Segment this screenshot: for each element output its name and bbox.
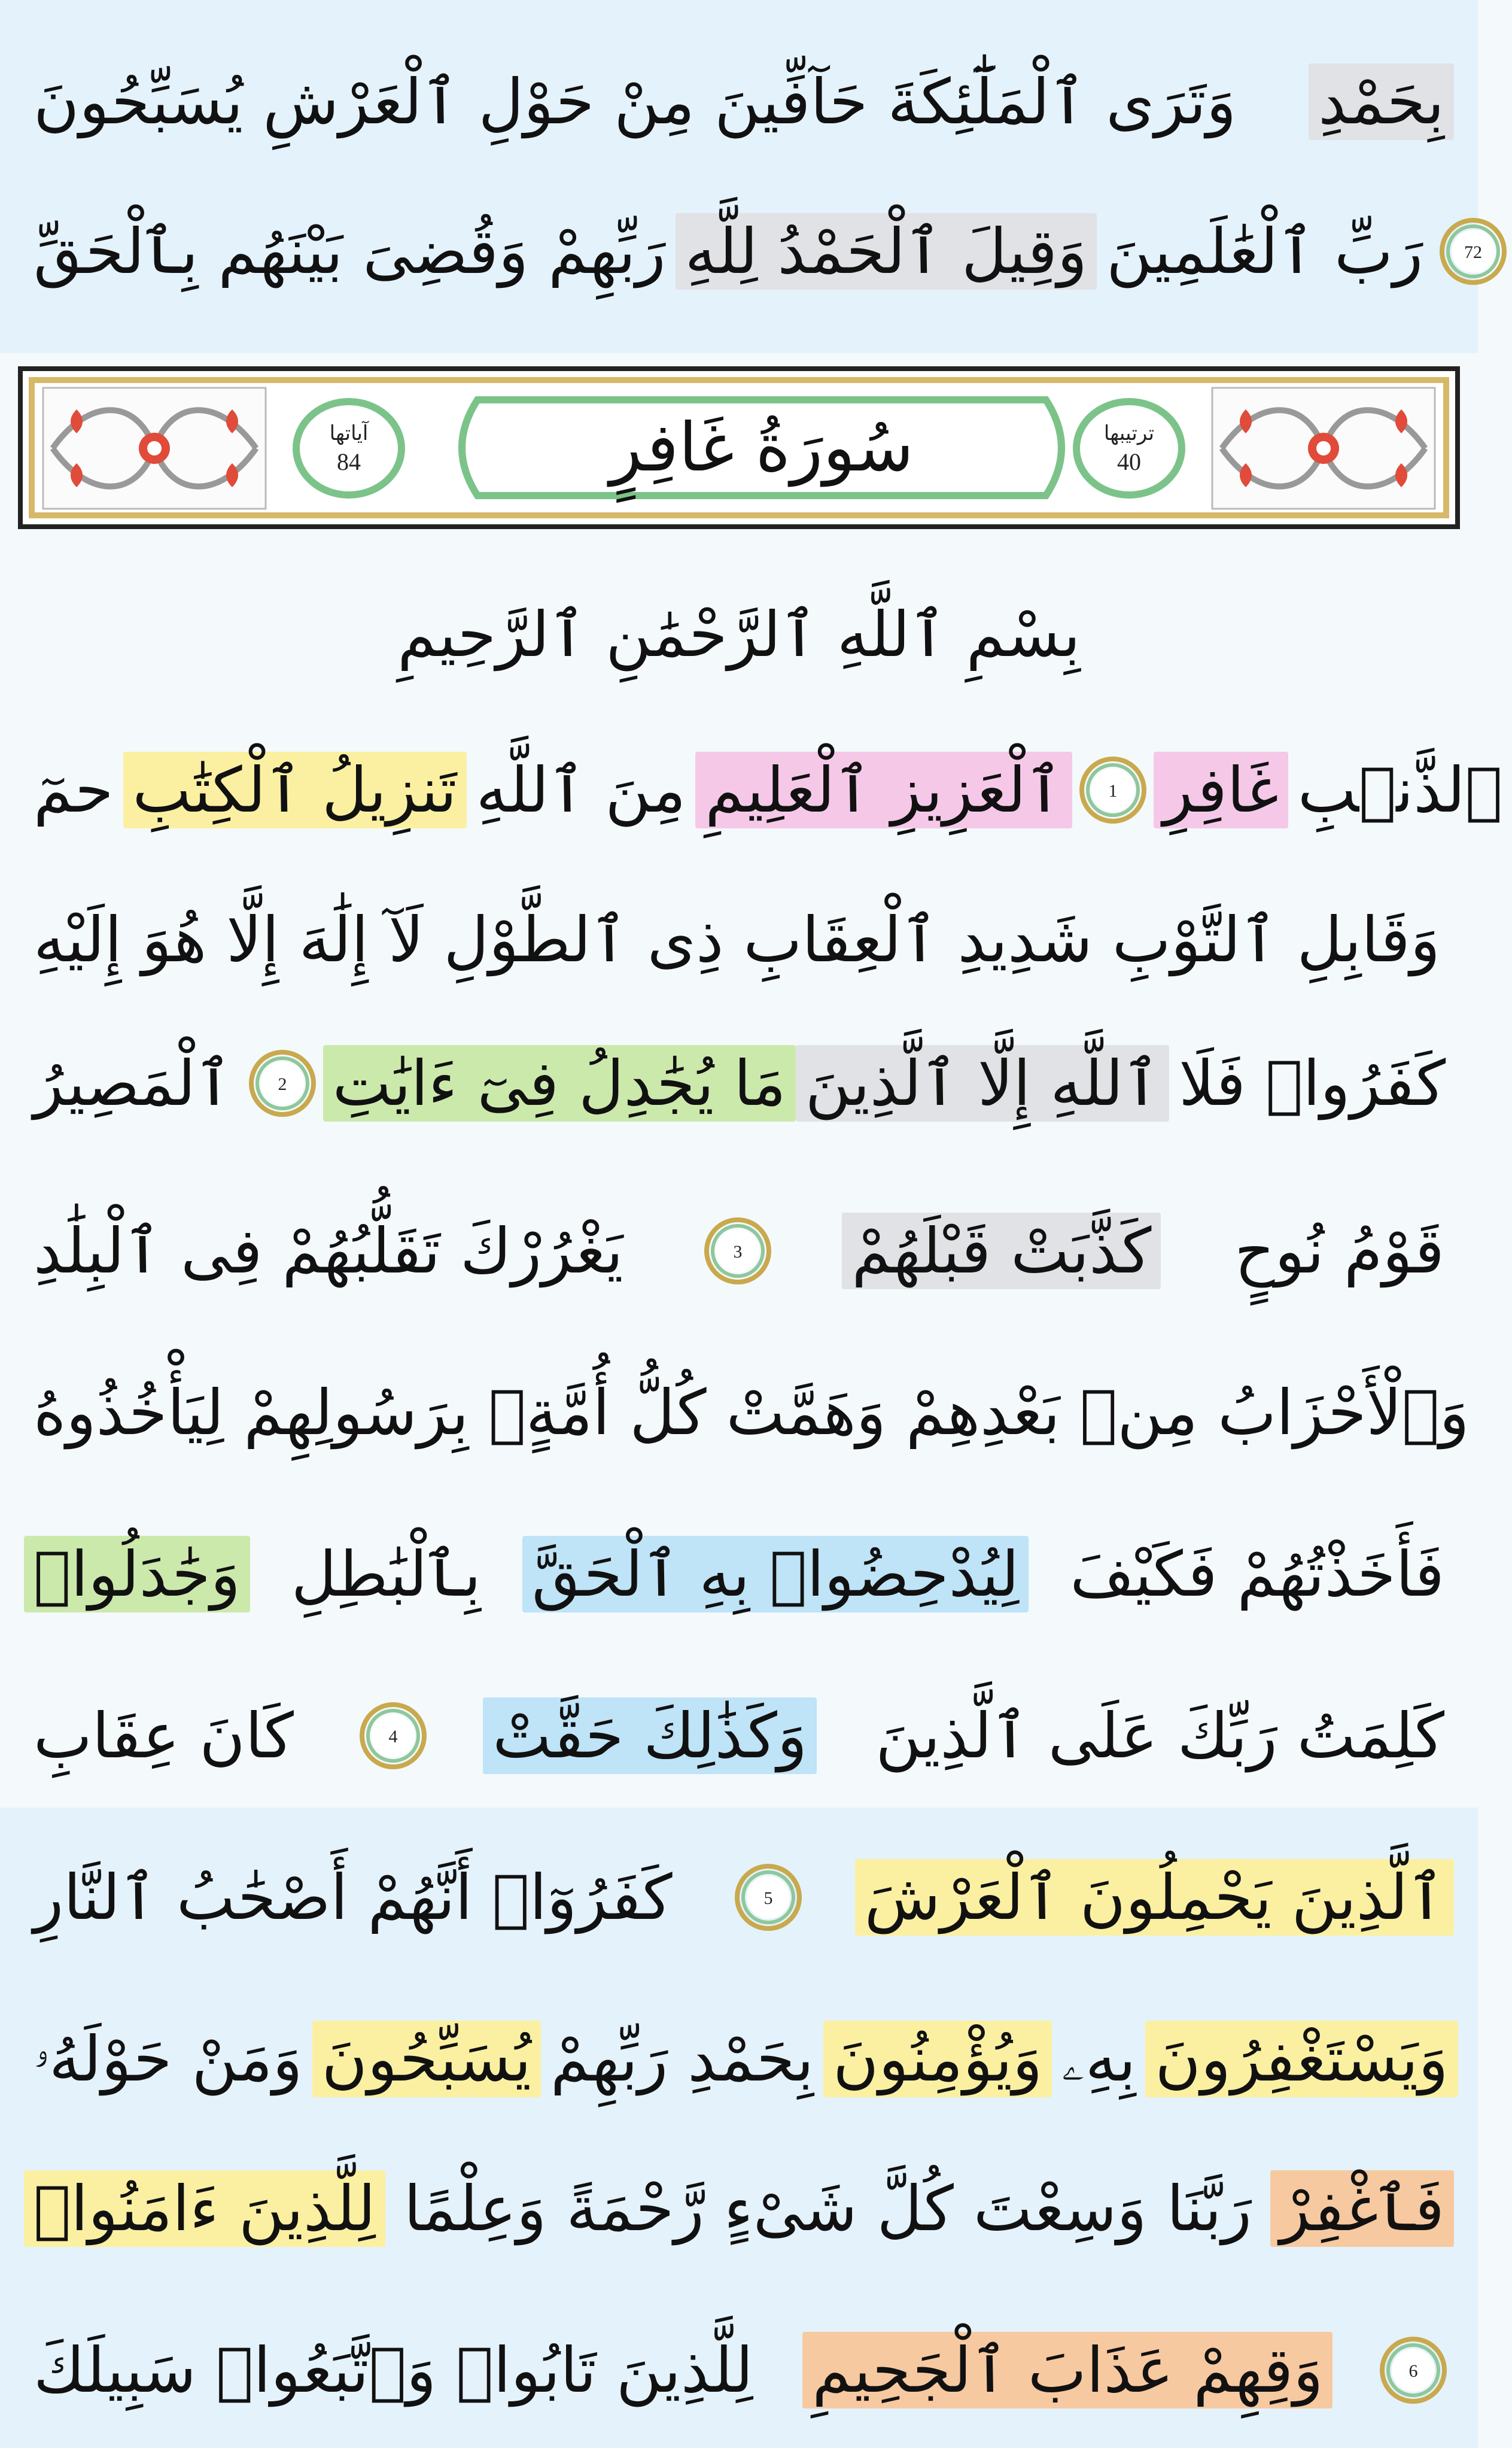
floral-ornament-icon	[1210, 385, 1437, 511]
verse-segment-highlight: ٱلْعَزِيزِ ٱلْعَلِيمِ	[695, 752, 1072, 828]
text-line-1	[24, 42, 1454, 162]
text-line-13	[24, 2310, 1454, 2430]
verse-segment: حمٓ	[34, 754, 114, 827]
surah-header	[18, 366, 1460, 529]
ayah-number: 4	[388, 1727, 398, 1747]
verse-segment-highlight: وَقِهِمْ عَذَابَ ٱلْجَحِيمِ	[802, 2332, 1332, 2408]
verse-segment-highlight: يُسَبِّحُونَ	[312, 2021, 541, 2097]
surah-order-label: ترتيبها	[1103, 421, 1155, 445]
ayah-number-marker	[358, 1701, 428, 1770]
basmala-line	[24, 575, 1454, 694]
verse-segment: بِٱلْبَٰطِلِ	[291, 1538, 481, 1611]
ayah-number: 3	[733, 1242, 743, 1262]
verse-segment: لِلَّذِينَ تَابُوا۟ وَٱتَّبَعُوا۟ سَبِيلَكَ	[34, 2334, 753, 2407]
surah-order-value: 40	[1117, 448, 1141, 475]
verse-segment-highlight: لِيُدْحِضُوا۟ بِهِ ٱلْحَقَّ	[522, 1536, 1029, 1612]
verse-segment: كَلِمَتُ رَبِّكَ عَلَى ٱلَّذِينَ	[875, 1699, 1444, 1772]
verse-segment-highlight: بِحَمْدِ	[1309, 63, 1454, 140]
verse-segment-highlight: وَجَٰدَلُوا۟	[24, 1536, 250, 1612]
surah-title: سُورَةُ غَافِرٍ	[609, 409, 914, 487]
text-line-3	[24, 730, 1503, 850]
basmala: بِسْمِ ٱللَّهِ ٱلرَّحْمَٰنِ ٱلرَّحِيمِ	[397, 598, 1081, 671]
ayah-number: 72	[1464, 242, 1483, 262]
verse-segment: رَبِّ ٱلْعَٰلَمِينَ	[1106, 215, 1423, 288]
verse-segment: وَمَنْ حَوْلَهُۥ	[34, 2022, 303, 2095]
ayah-number: 6	[1408, 2361, 1418, 2381]
ayah-number-marker	[703, 1216, 772, 1286]
text-line-11	[24, 1999, 1454, 2119]
ayah-number: 1	[1108, 781, 1118, 801]
surah-order-medallion	[1072, 397, 1186, 499]
verse-segment: قَوْمُ نُوحٍ	[1234, 1214, 1444, 1287]
text-line-2	[24, 192, 1483, 311]
ayah-number-marker	[1379, 2335, 1448, 2405]
verse-segment-highlight: كَذَّبَتْ قَبْلَهُمْ	[842, 1213, 1161, 1289]
text-line-9	[24, 1676, 1454, 1796]
verse-segment: وَتَرَى ٱلْمَلَٰٓئِكَةَ حَآفِّينَ مِنْ حَوْلِ ٱلْعَرْشِ يُسَبِّحُونَ	[34, 65, 1237, 138]
ayat-count-label: آياتها	[329, 421, 369, 445]
verse-segment: كَفَرُوٓا۟ أَنَّهُمْ أَصْحَٰبُ ٱلنَّارِ	[34, 1861, 673, 1934]
verse-segment-highlight: وَيَسْتَغْفِرُونَ	[1145, 2021, 1458, 2097]
text-line-7	[24, 1353, 1470, 1472]
ayah-number-marker	[248, 1049, 317, 1118]
text-line-5	[24, 1023, 1454, 1143]
ayat-count-medallion	[292, 397, 406, 499]
verse-segment: بِحَمْدِ رَبِّهِمْ	[550, 2022, 814, 2095]
text-line-12	[24, 2149, 1454, 2268]
ayah-number: 5	[763, 1888, 773, 1908]
verse-segment-highlight: لِلَّذِينَ ءَامَنُوا۟	[24, 2170, 385, 2247]
verse-segment: رَبِّهِمْ وَقُضِىَ بَيْنَهُم بِٱلْحَقِّ	[34, 215, 666, 288]
verse-segment-highlight: ٱللَّهِ إِلَّا ٱلَّذِينَ	[796, 1045, 1169, 1122]
verse-segment: فَأَخَذْتُهُمْ فَكَيْفَ	[1070, 1538, 1444, 1611]
verse-segment-highlight: وَقِيلَ ٱلْحَمْدُ لِلَّهِ	[676, 213, 1097, 290]
ayat-count-value: 84	[337, 448, 361, 475]
verse-segment-highlight: وَكَذَٰلِكَ حَقَّتْ	[483, 1697, 817, 1774]
verse-segment-highlight: وَيُؤْمِنُونَ	[823, 2021, 1052, 2097]
ayah-number-marker	[1078, 755, 1148, 825]
ayah-number: 2	[278, 1074, 287, 1094]
floral-ornament-icon	[41, 385, 268, 511]
verse-segment: كَفَرُوا۟ فَلَا	[1179, 1047, 1446, 1120]
verse-segment: رَبَّنَا وَسِعْتَ كُلَّ شَىْءٍ رَّحْمَةً وَعِلْمًا	[403, 2172, 1252, 2245]
verse-segment: كَانَ عِقَابِ	[34, 1699, 294, 1772]
verse-segment-highlight: مَا يُجَٰدِلُ فِىٓ ءَايَٰتِ	[323, 1045, 796, 1122]
text-line-6	[24, 1191, 1454, 1311]
verse-segment: مِنَ ٱللَّهِ	[476, 754, 686, 827]
text-line-10	[24, 1837, 1454, 1957]
verse-segment: يَغْرُرْكَ تَقَلُّبُهُمْ فِى ٱلْبِلَٰدِ	[34, 1214, 623, 1287]
verse-segment-highlight: تَنزِيلُ ٱلْكِتَٰبِ	[123, 752, 467, 828]
text-line-4	[24, 880, 1454, 1000]
verse-segment: ٱلذَّنۢبِ	[1297, 754, 1503, 827]
verse-segment: وَٱلْأَحْزَابُ مِنۢ بَعْدِهِمْ وَهَمَّتْ كُلُّ أُمَّةٍۭ بِرَسُولِهِمْ لِيَأْخُذُوهُ	[34, 1376, 1470, 1449]
verse-segment-highlight: فَٱغْفِرْ	[1270, 2170, 1454, 2247]
ayah-number-marker	[734, 1863, 803, 1932]
text-line-8	[24, 1514, 1454, 1634]
verse-segment-highlight: ٱلَّذِينَ يَحْمِلُونَ ٱلْعَرْشَ	[855, 1859, 1454, 1936]
verse-segment-highlight: غَافِرِ	[1154, 752, 1288, 828]
verse-segment: بِهِۦ	[1061, 2022, 1136, 2095]
verse-segment: ٱلْمَصِيرُ	[34, 1047, 232, 1120]
verse-segment: وَقَابِلِ ٱلتَّوْبِ شَدِيدِ ٱلْعِقَابِ ذِى ٱلطَّوْلِ لَآ إِلَٰهَ إِلَّا هُوَ إِلَيْهِ	[34, 903, 1440, 976]
surah-title-frame	[442, 395, 1082, 500]
ayah-number-marker	[1438, 217, 1508, 286]
